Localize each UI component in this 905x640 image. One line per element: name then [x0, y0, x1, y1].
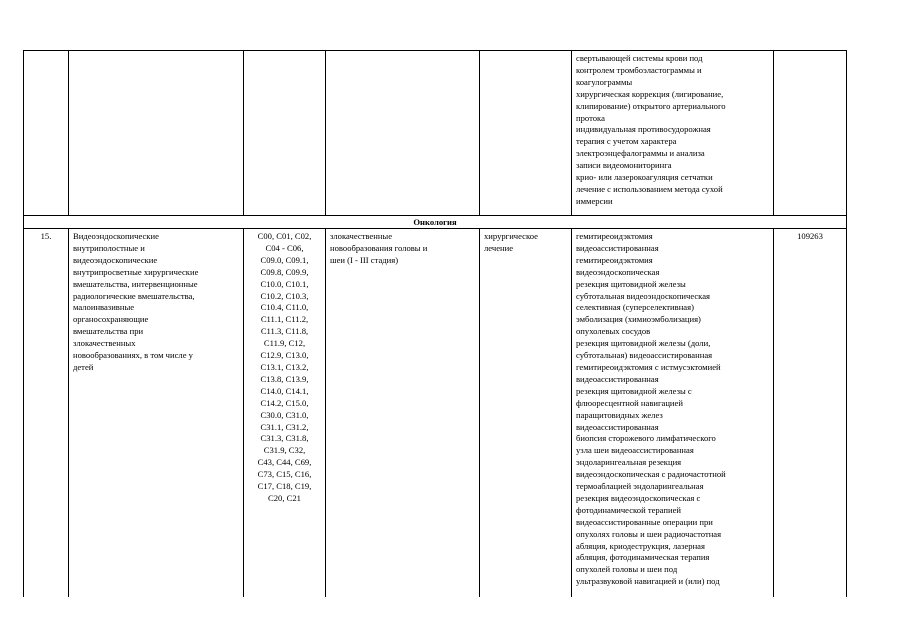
- text-line: видеоассистированная: [576, 421, 659, 432]
- treatment-methods: [576, 231, 769, 588]
- text-line: C14.2, C15.0,: [260, 397, 309, 408]
- name-cell: [69, 229, 244, 598]
- text-line: C00, C01, C02,: [257, 231, 312, 241]
- text-line: вмешательства, интервенционные: [73, 278, 198, 289]
- text-line: абляция, криодеструкция, лазерная: [576, 540, 705, 551]
- text-line: гемитиреоидэктомия с истмусэктомией: [576, 361, 721, 372]
- text-line: абляция, фотодинамическая терапия: [576, 552, 710, 563]
- text-line: флюоресцентной навигацией: [576, 397, 683, 408]
- text-line: C31.3, C31.8,: [260, 433, 309, 444]
- text-line: C04 - C06,: [265, 242, 304, 253]
- text-line: индивидуальная противосудорожная: [576, 124, 711, 135]
- text-line: C11.1, C11.2,: [260, 314, 309, 325]
- text-line: резекция щитовидной железы: [576, 278, 686, 289]
- text-line: селективная (суперселективная): [576, 302, 694, 313]
- text-line: эндоларингеальная резекция: [576, 457, 682, 468]
- text-line: резекция видеоэндоскопическая с: [576, 492, 701, 503]
- text-line: крио- или лазерокоагуляция сетчатки: [576, 172, 713, 183]
- treatment-cell: [480, 229, 572, 598]
- text-line: субтотальная видеоэндоскопическая: [576, 290, 710, 301]
- model-cell: [326, 229, 480, 598]
- text-line: гемитиреоидэктомия: [576, 254, 653, 265]
- codes-cell: [244, 51, 326, 216]
- text-line: вмешательства при: [73, 326, 144, 337]
- text-line: лечение с использованием метода сухой: [576, 183, 723, 194]
- care-type-name: [73, 231, 239, 374]
- text-line: Видеоэндоскопические: [73, 231, 159, 241]
- text-line: опухолях головы и шеи радиочастотная: [576, 528, 722, 539]
- text-line: C31.1, C31.2,: [260, 421, 309, 432]
- text-line: гемитиреоидэктомия: [576, 231, 653, 241]
- text-line: хирургическое: [484, 231, 538, 241]
- text-line: биопсия сторожевого лимфатического: [576, 433, 716, 444]
- text-line: видеоэндоскопическая с радиочастотной: [576, 469, 726, 480]
- text-line: протока: [576, 112, 605, 123]
- text-line: шеи (I - III стадия): [330, 254, 399, 265]
- text-line: C09.8, C09.9,: [260, 266, 309, 277]
- text-line: видеоэндоскопическая: [576, 266, 660, 277]
- text-line: C10.4, C11.0,: [260, 302, 309, 313]
- text-line: контролем тромбоэластограммы и: [576, 64, 702, 75]
- method-list: [576, 53, 769, 208]
- text-line: коагулограммы: [576, 76, 633, 87]
- text-line: внутриполостные и: [73, 242, 145, 253]
- text-line: C13.1, C13.2,: [260, 361, 309, 372]
- section-heading: Онкология: [24, 216, 847, 229]
- name-cell: [69, 51, 244, 216]
- codes-cell: [244, 229, 326, 598]
- text-line: C09.0, C09.1,: [260, 254, 309, 265]
- method-cell: [572, 229, 774, 598]
- text-line: видеоэндоскопические: [73, 254, 158, 265]
- cost-cell: 109263: [774, 229, 847, 598]
- number-cell: [24, 51, 69, 216]
- text-line: терапия с учетом характера: [576, 136, 677, 147]
- text-line: электроэнцефалограммы и анализа: [576, 148, 705, 159]
- table-row-continuation: [24, 51, 847, 216]
- text-line: C13.8, C13.9,: [260, 373, 309, 384]
- text-line: органосохраняющие: [73, 314, 149, 325]
- text-line: опухолей головы и шеи под: [576, 564, 678, 575]
- text-line: новообразования головы и: [330, 242, 428, 253]
- text-line: хирургическая коррекция (лигирование,: [576, 88, 724, 99]
- text-line: детей: [73, 361, 94, 372]
- text-line: малоинвазивные: [73, 302, 135, 313]
- text-line: видеоассистированные операции при: [576, 516, 713, 527]
- text-line: свертывающей системы крови под: [576, 53, 703, 63]
- text-line: фотодинамической терапией: [576, 504, 681, 515]
- text-line: C10.2, C10.3,: [260, 290, 309, 301]
- section-row: [24, 216, 847, 229]
- text-line: C12.9, C13.0,: [260, 350, 309, 361]
- treatment-cell: [480, 51, 572, 216]
- text-line: ультразвуковой навигацией и (или) под: [576, 576, 720, 587]
- text-line: видеоассистированная: [576, 373, 659, 384]
- text-line: резекция щитовидной железы с: [576, 385, 692, 396]
- medical-care-table: [23, 50, 847, 597]
- treatment-type: [484, 231, 567, 255]
- text-line: C30.0, C31.0,: [260, 409, 309, 420]
- text-line: эмболизация (химиоэмболизация): [576, 314, 701, 325]
- text-line: резекция щитовидной железы (доли,: [576, 338, 711, 349]
- text-line: субтотальная) видеоассистированная: [576, 350, 713, 361]
- patient-model: [330, 231, 475, 267]
- method-cell: [572, 51, 774, 216]
- text-line: C20, C21: [268, 492, 301, 503]
- text-line: паращитовидных желез: [576, 409, 663, 420]
- text-line: термоаблацией эндоларингеальная: [576, 481, 704, 492]
- text-line: опухолевых сосудов: [576, 326, 651, 337]
- text-line: C73, C15, C16,: [257, 469, 312, 480]
- table-row: [24, 229, 847, 598]
- text-line: узла шеи видеоассистированная: [576, 445, 694, 456]
- text-line: C11.9, C12,: [263, 338, 306, 349]
- text-line: C10.0, C10.1,: [260, 278, 309, 289]
- text-line: радиологические вмешательства,: [73, 290, 195, 301]
- text-line: новообразованиях, в том числе у: [73, 350, 193, 361]
- text-line: видеоассистированная: [576, 242, 659, 253]
- text-line: злокачественные: [330, 231, 393, 241]
- text-line: C11.3, C11.8,: [260, 326, 309, 337]
- model-cell: [326, 51, 480, 216]
- text-line: иммерсии: [576, 195, 613, 206]
- text-line: C14.0, C14.1,: [260, 385, 309, 396]
- text-line: C17, C18, C19,: [257, 481, 312, 492]
- text-line: внутрипросветные хирургические: [73, 266, 199, 277]
- text-line: злокачественных: [73, 338, 136, 349]
- text-line: лечение: [484, 242, 514, 253]
- text-line: C31.9, C32,: [263, 445, 306, 456]
- icd-codes: [248, 231, 321, 505]
- cost-cell: [774, 51, 847, 216]
- text-line: клипирование) открытого артериального: [576, 100, 726, 111]
- row-number: 15.: [24, 229, 69, 598]
- text-line: записи видеомониторинга: [576, 160, 672, 171]
- text-line: C43, C44, C69,: [257, 457, 312, 468]
